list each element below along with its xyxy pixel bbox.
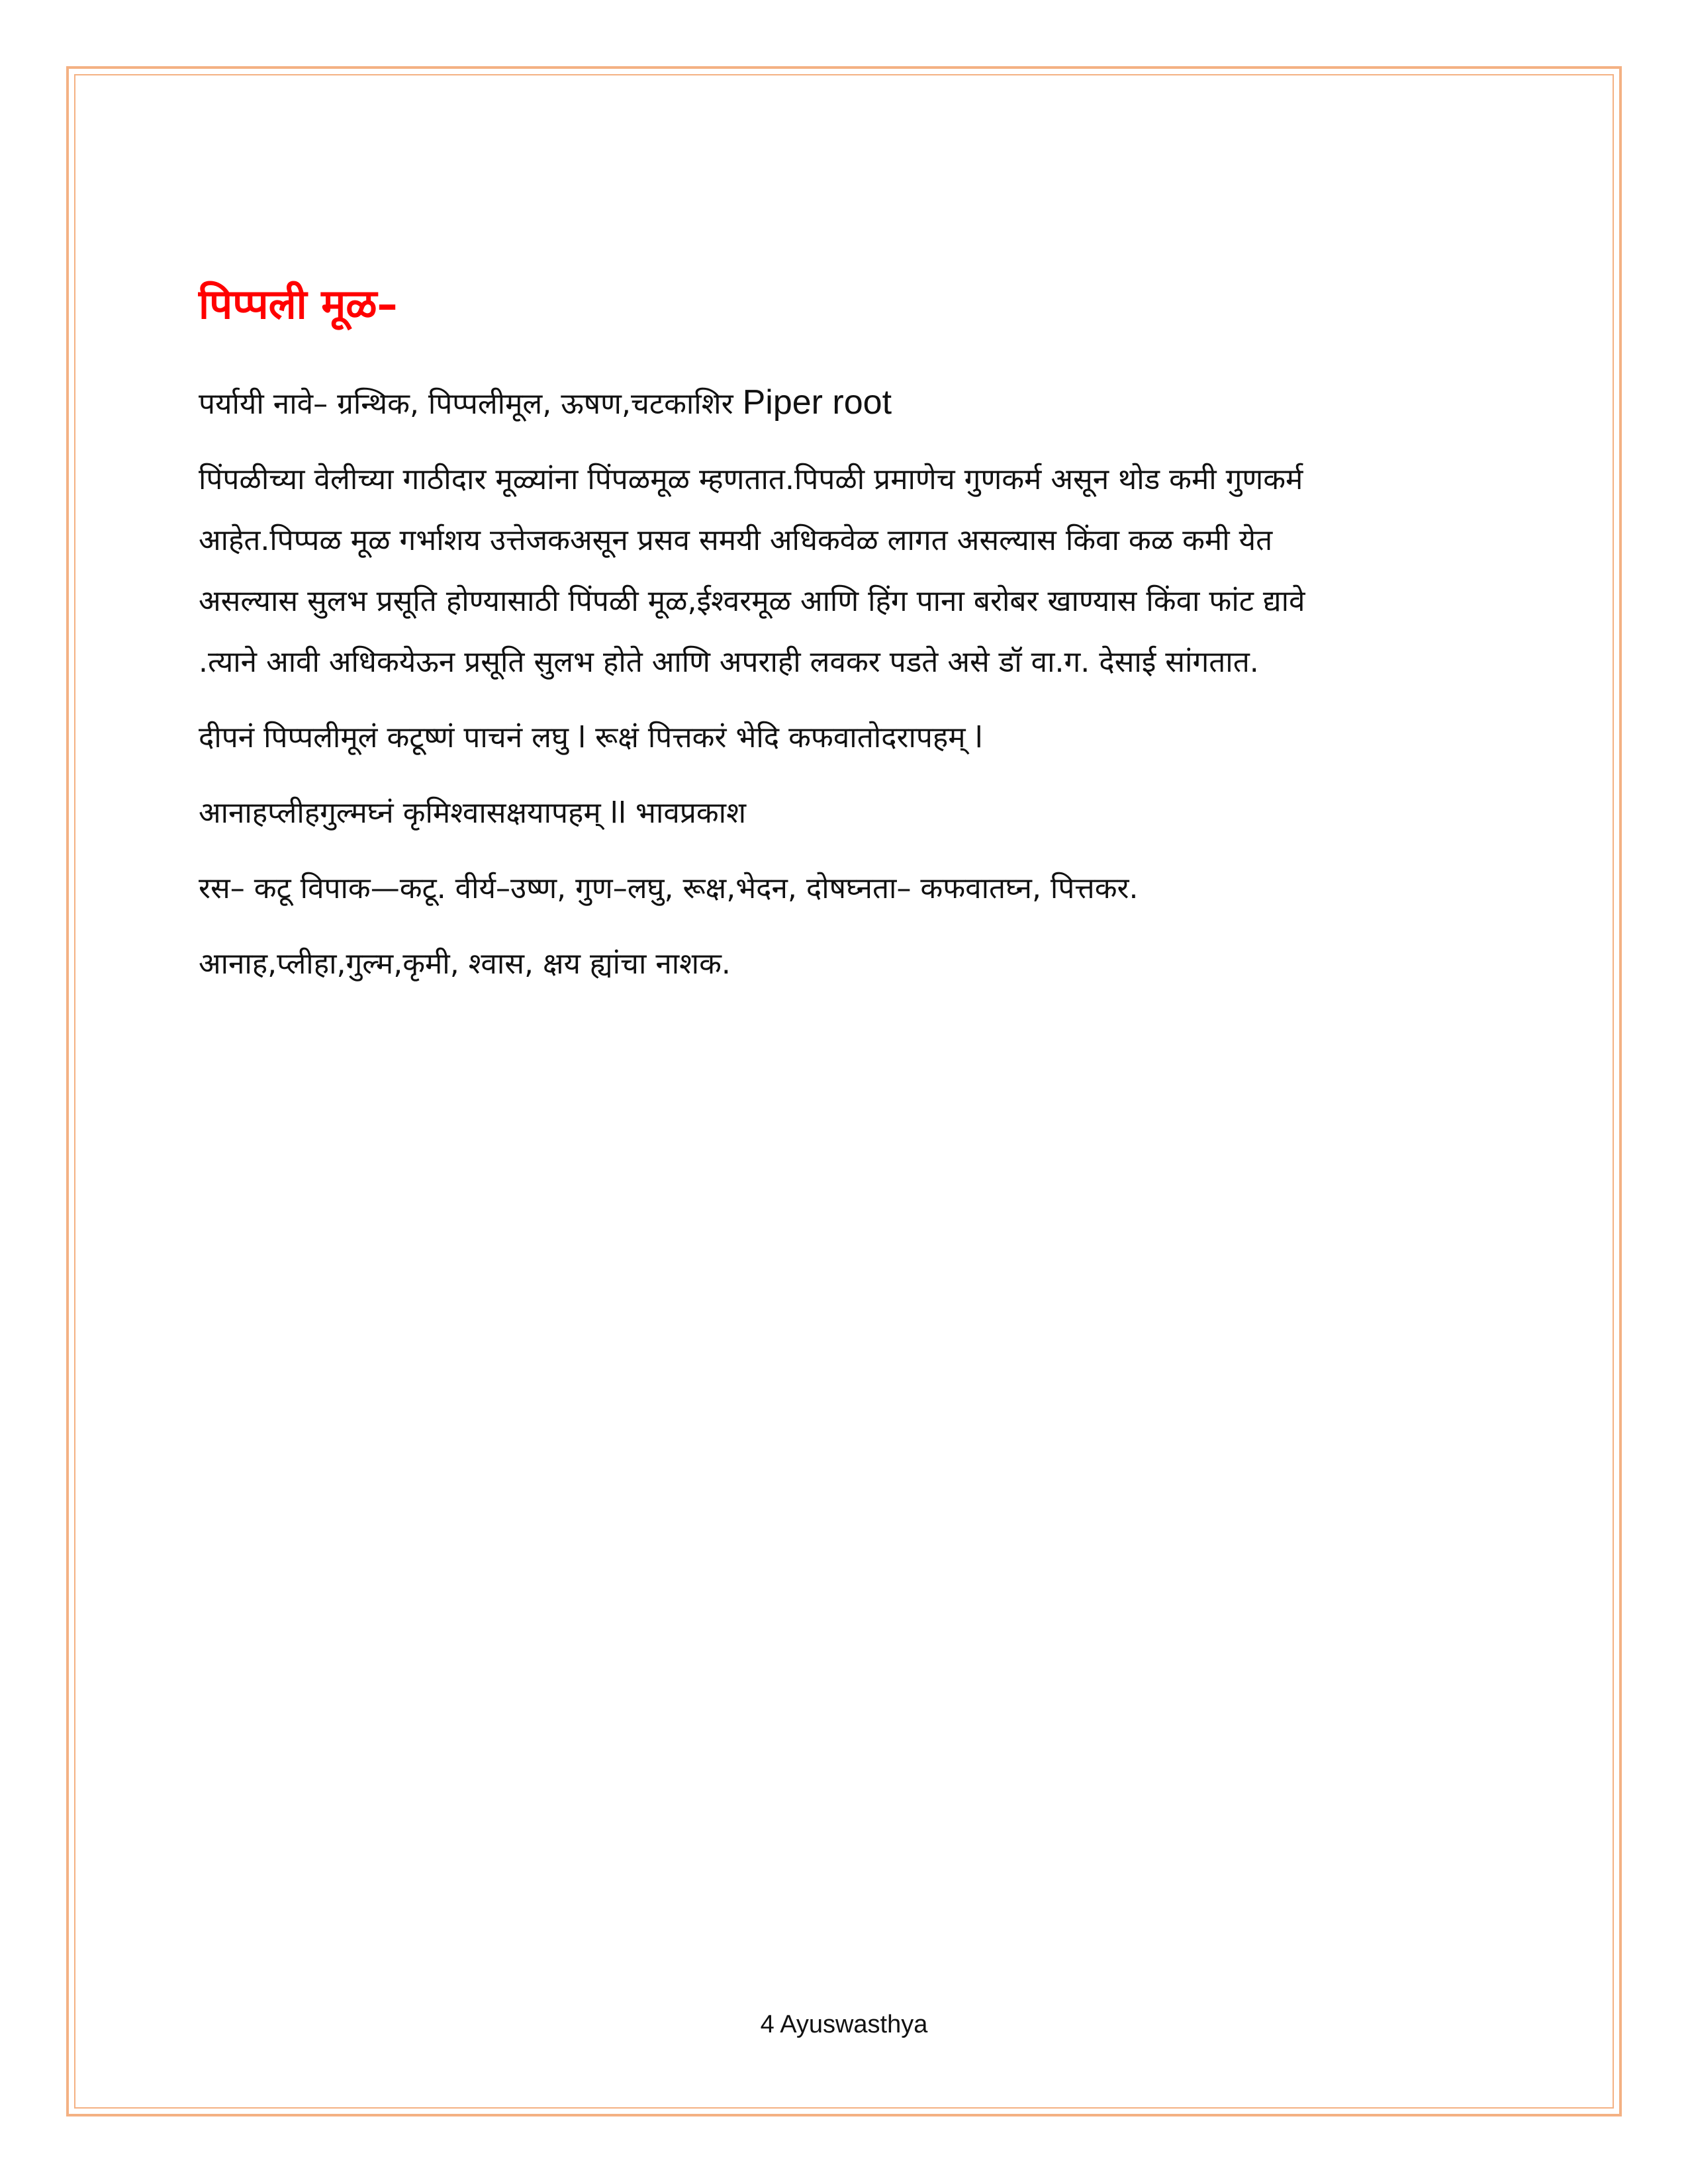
description-paragraph (199, 449, 1509, 693)
properties-line: रस– कटू विपाक—कटू. वीर्य–उष्ण, गुण–लघु, रूक्ष,भेदन, दोषघ्नता– कफवातघ्न, पित्तकर. (199, 872, 1139, 905)
synonyms-label: पर्यायी नावे– ग्रन्थिक, पिप्पलीमूल, ऊषण,चटकाशिर (199, 387, 743, 421)
description-line-1: पिंपळीच्या वेलीच्या गाठीदार मूळ्यांना पिंपळमूळ म्हणतात.पिपळी प्रमाणेच गुणकर्म असून थोड कमी गुणकर्म (199, 463, 1303, 496)
synonyms-line (199, 372, 1509, 435)
shloka-line-2: आनाहप्लीहगुल्मघ्नं कृमिश्वासक्षयापहम् ll भावप्रकाश (199, 796, 746, 830)
synonyms-english: Piper root (742, 383, 892, 422)
description-line-4: .त्याने आवी अधिकयेऊन प्रसूति सुलभ होते आणि अपराही लवकर पडते असे डॉ वा.ग. देसाई सांगतात. (199, 645, 1259, 679)
page-content (199, 278, 1509, 1009)
page-heading: पिप्पली मूळ– (199, 280, 398, 328)
shloka-line-1: दीपनं पिप्पलीमूलं कटूष्णं पाचनं लघु l रूक्षं पित्तकरं भेदि कफवातोदरापहम् l (199, 721, 983, 754)
description-line-2: आहेत.पिप्पळ मूळ गर्भाशय उत्तेजकअसून प्रसव समयी अधिकवेळ लागत असल्यास किंवा कळ कमी येत (199, 523, 1273, 557)
description-line-3: असल्यास सुलभ प्रसूति होण्यासाठी पिंपळी मूळ,ईश्वरमूळ आणि हिंग पाना बरोबर खाण्यास किंवा फांट द्यावे (199, 584, 1305, 618)
page-footer: 4 Ayuswasthya (760, 2011, 928, 2038)
uses-line: आनाह,प्लीहा,गुल्म,कृमी, श्वास, क्षय ह्यांचा नाशक. (199, 947, 731, 981)
